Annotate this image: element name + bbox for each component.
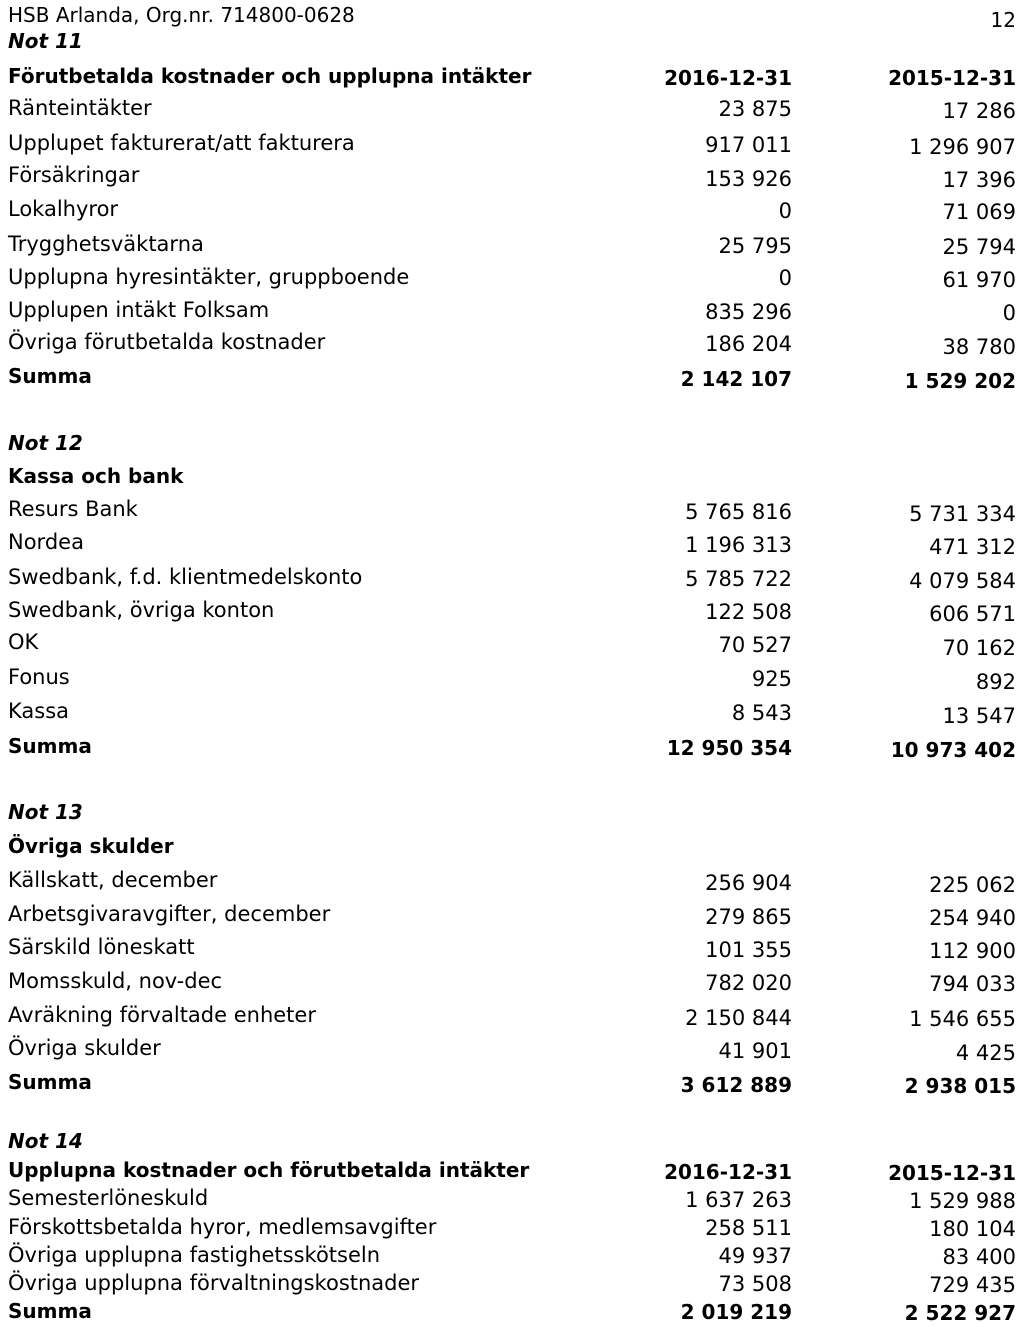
sum-value-previous: 2 938 015 <box>904 1074 1016 1098</box>
row-value-current: 835 296 <box>705 300 792 324</box>
column-header-previous-year: 2015-12-31 <box>888 66 1016 90</box>
row-value-current: 917 011 <box>705 133 792 157</box>
row-value-current: 279 865 <box>705 905 792 929</box>
row-label: Resurs Bank <box>8 497 138 521</box>
row-value-current: 2 150 844 <box>685 1006 792 1030</box>
row-label: Nordea <box>8 530 84 554</box>
row-label: Övriga upplupna fastighetsskötseln <box>8 1243 381 1267</box>
row-value-current: 49 937 <box>718 1244 792 1268</box>
row-value-previous: 17 396 <box>942 168 1016 192</box>
section-title: Upplupna kostnader och förutbetalda intäkter <box>8 1158 530 1182</box>
row-label: Övriga förutbetalda kostnader <box>8 330 326 354</box>
row-value-previous: 38 780 <box>942 335 1016 359</box>
row-value-current: 153 926 <box>705 167 792 191</box>
row-value-previous: 13 547 <box>942 704 1016 728</box>
row-value-current: 41 901 <box>718 1039 792 1063</box>
row-value-previous: 0 <box>1002 301 1016 325</box>
row-value-current: 5 785 722 <box>685 567 792 591</box>
row-label: Ränteintäkter <box>8 96 152 120</box>
section-title: Övriga skulder <box>8 834 174 858</box>
row-value-current: 0 <box>778 199 792 223</box>
row-value-previous: 4 079 584 <box>909 569 1016 593</box>
row-value-previous: 1 529 988 <box>909 1189 1016 1213</box>
row-value-current: 70 527 <box>718 633 792 657</box>
sum-label: Summa <box>8 734 92 758</box>
row-value-previous: 1 296 907 <box>909 135 1016 159</box>
row-label: Swedbank, övriga konton <box>8 598 275 622</box>
row-label: OK <box>8 630 39 654</box>
row-value-previous: 471 312 <box>929 535 1016 559</box>
row-label: Arbetsgivaravgifter, december <box>8 902 331 926</box>
page-number: 12 <box>990 8 1016 32</box>
row-value-previous: 70 162 <box>942 636 1016 660</box>
row-label: Försäkringar <box>8 163 140 187</box>
row-value-current: 0 <box>778 266 792 290</box>
row-value-previous: 71 069 <box>942 200 1016 224</box>
row-value-current: 25 795 <box>718 234 792 258</box>
row-label: Momsskuld, nov-dec <box>8 969 223 993</box>
row-value-previous: 25 794 <box>942 235 1016 259</box>
row-value-current: 258 511 <box>705 1216 792 1240</box>
row-value-current: 925 <box>751 667 792 691</box>
row-label: Trygghetsväktarna <box>8 232 204 256</box>
row-label: Upplupna hyresintäkter, gruppboende <box>8 265 410 289</box>
organization-header: HSB Arlanda, Org.nr. 714800-0628 <box>8 3 355 27</box>
section-title: Kassa och bank <box>8 464 184 488</box>
sum-label: Summa <box>8 1070 92 1094</box>
row-value-current: 8 543 <box>731 701 792 725</box>
row-value-previous: 794 033 <box>929 972 1016 996</box>
row-label: Kassa <box>8 699 70 723</box>
row-value-current: 256 904 <box>705 871 792 895</box>
row-value-current: 1 637 263 <box>685 1188 792 1212</box>
row-value-current: 782 020 <box>705 971 792 995</box>
row-value-previous: 225 062 <box>929 873 1016 897</box>
row-value-previous: 61 970 <box>942 268 1016 292</box>
row-value-previous: 892 <box>975 670 1016 694</box>
row-label: Särskild löneskatt <box>8 935 195 959</box>
row-value-previous: 254 940 <box>929 906 1016 930</box>
row-label: Upplupet fakturerat/att fakturera <box>8 131 355 155</box>
row-label: Upplupen intäkt Folksam <box>8 298 270 322</box>
note-label: Not 12 <box>8 431 83 455</box>
note-label: Not 11 <box>8 29 83 53</box>
sum-value-current: 12 950 354 <box>666 736 792 760</box>
note-label: Not 13 <box>8 800 83 824</box>
row-value-current: 23 875 <box>718 97 792 121</box>
sum-label: Summa <box>8 364 92 388</box>
row-label: Övriga upplupna förvaltningskostnader <box>8 1271 420 1295</box>
sum-value-current: 2 142 107 <box>680 367 792 391</box>
section-title: Förutbetalda kostnader och upplupna intäkter <box>8 64 532 88</box>
row-label: Fonus <box>8 665 70 689</box>
row-value-previous: 83 400 <box>942 1245 1016 1269</box>
row-value-previous: 5 731 334 <box>909 502 1016 526</box>
row-value-current: 1 196 313 <box>685 533 792 557</box>
row-value-previous: 180 104 <box>929 1217 1016 1241</box>
sum-value-previous: 2 522 927 <box>904 1301 1016 1325</box>
row-label: Lokalhyror <box>8 197 119 221</box>
row-label: Övriga skulder <box>8 1036 161 1060</box>
row-value-previous: 4 425 <box>955 1041 1016 1065</box>
column-header-previous-year: 2015-12-31 <box>888 1161 1016 1185</box>
row-value-previous: 729 435 <box>929 1273 1016 1297</box>
row-value-previous: 606 571 <box>929 602 1016 626</box>
sum-value-previous: 10 973 402 <box>890 738 1016 762</box>
sum-value-current: 2 019 219 <box>680 1300 792 1324</box>
row-value-previous: 112 900 <box>929 939 1016 963</box>
column-header-current-year: 2016-12-31 <box>664 1160 792 1184</box>
sum-value-current: 3 612 889 <box>680 1073 792 1097</box>
row-label: Avräkning förvaltade enheter <box>8 1003 316 1027</box>
note-label: Not 14 <box>8 1129 83 1153</box>
row-value-previous: 1 546 655 <box>909 1007 1016 1031</box>
row-value-current: 186 204 <box>705 332 792 356</box>
row-label: Förskottsbetalda hyror, medlemsavgifter <box>8 1215 437 1239</box>
row-value-current: 73 508 <box>718 1272 792 1296</box>
sum-label: Summa <box>8 1299 92 1323</box>
row-value-current: 5 765 816 <box>685 500 792 524</box>
row-value-previous: 17 286 <box>942 99 1016 123</box>
row-label: Källskatt, december <box>8 868 218 892</box>
row-value-current: 101 355 <box>705 938 792 962</box>
column-header-current-year: 2016-12-31 <box>664 66 792 90</box>
sum-value-previous: 1 529 202 <box>904 369 1016 393</box>
row-label: Semesterlöneskuld <box>8 1186 209 1210</box>
row-value-current: 122 508 <box>705 600 792 624</box>
row-label: Swedbank, f.d. klientmedelskonto <box>8 565 363 589</box>
